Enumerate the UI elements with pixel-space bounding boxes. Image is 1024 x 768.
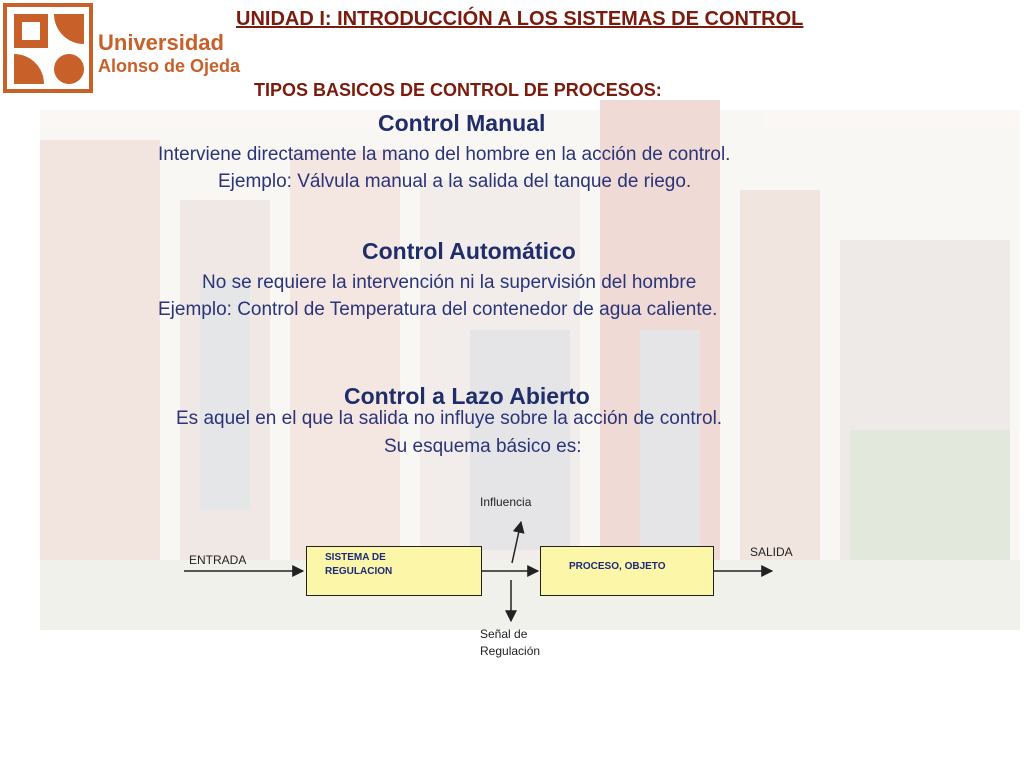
section-open-loop-title: Control a Lazo Abierto <box>344 383 590 409</box>
section-manual-line2: Ejemplo: Válvula manual a la salida del tanque de riego. <box>218 171 692 192</box>
block-regulation-line1: SISTEMA DE <box>325 552 386 563</box>
block-regulation-system <box>306 546 482 596</box>
section-open-loop-line2: Su esquema básico es: <box>384 436 582 457</box>
influence-arrow <box>512 522 521 563</box>
slide-subtitle: TIPOS BASICOS DE CONTROL DE PROCESOS: <box>254 80 662 100</box>
block-regulation-line2: REGULACION <box>325 566 393 577</box>
signal-label-line2: Regulación <box>480 644 541 658</box>
slide-header: UNIDAD I: INTRODUCCIÓN A LOS SISTEMAS DE CONTROL <box>236 8 804 30</box>
output-label: SALIDA <box>750 545 793 559</box>
logo-text-line1: Universidad <box>98 30 224 55</box>
block-process-object <box>540 546 714 596</box>
logo-text-line2: Alonso de Ojeda <box>98 56 241 76</box>
section-automatic-line2: Ejemplo: Control de Temperatura del contenedor de agua caliente. <box>158 299 718 320</box>
section-manual-title: Control Manual <box>378 110 546 136</box>
section-automatic-line1: No se requiere la intervención ni la supervisión del hombre <box>202 272 697 293</box>
signal-label-line1: Señal de <box>480 627 528 641</box>
section-open-loop-line1: Es aquel en el que la salida no influye sobre la acción de control. <box>176 408 723 429</box>
block-process-label: PROCESO, OBJETO <box>569 561 666 572</box>
section-automatic-title: Control Automático <box>362 238 576 264</box>
influence-label: Influencia <box>480 495 532 509</box>
section-manual-line1: Interviene directamente la mano del hombre en la acción de control. <box>158 144 731 165</box>
input-label: ENTRADA <box>189 553 247 567</box>
